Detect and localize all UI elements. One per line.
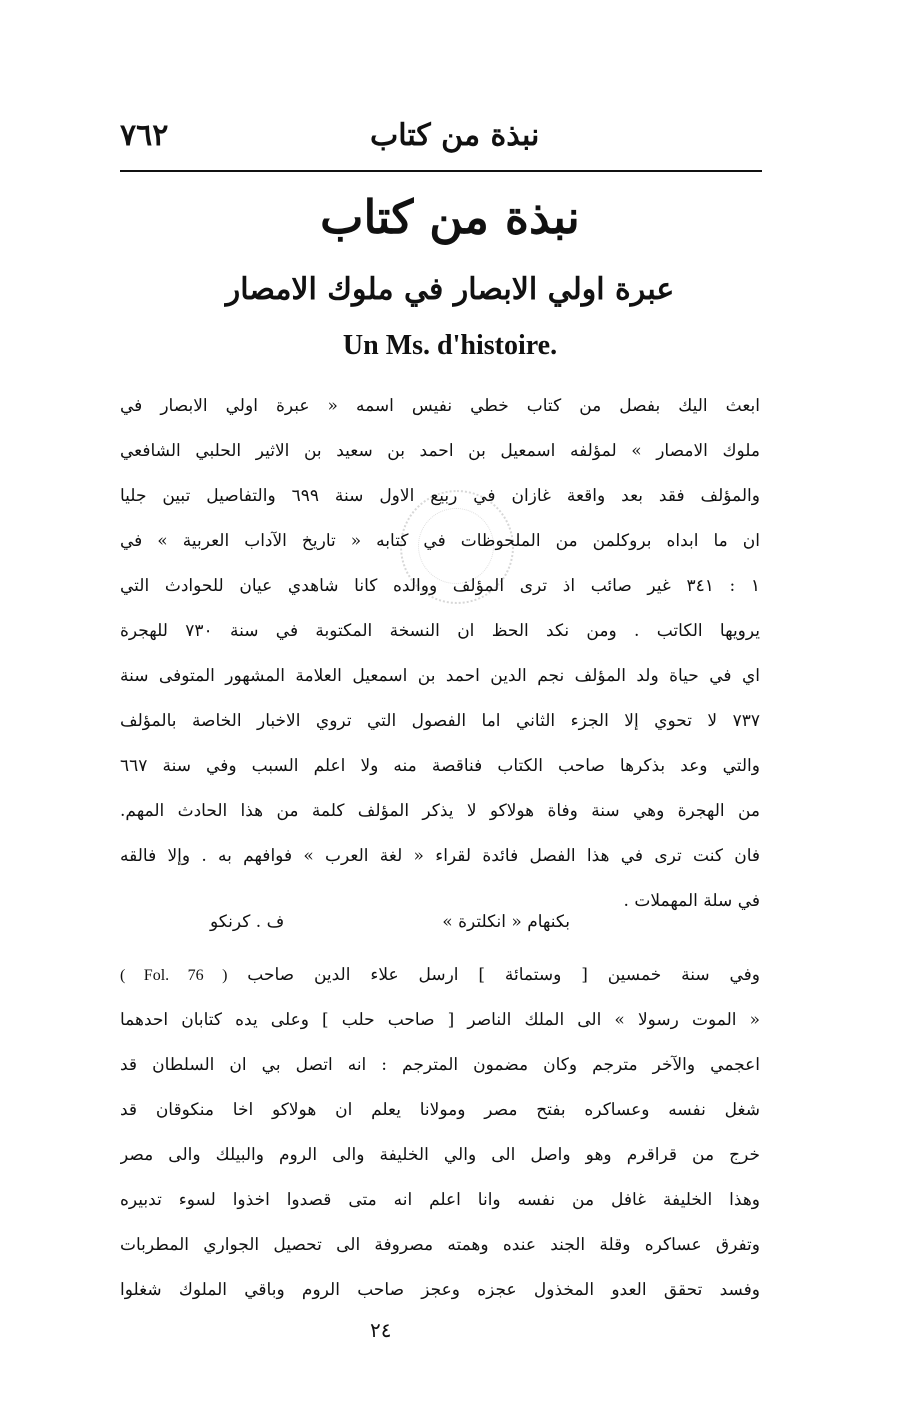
- intro-line: والمؤلف فقد بعد واقعة غازان في ربيع الاول سنة ٦٩٩ والتفاصيل تبين جليا: [120, 486, 760, 506]
- passage-line: « الموت رسولا » الى الملك الناصر [ صاحب حلب ] وعلى يده كتابان احدهما: [120, 1010, 760, 1030]
- passage-line-text: وفي سنة خمسين [ وستمائة ] ارسل علاء الدين صاحب: [247, 965, 760, 985]
- signature-place: بكنهام « انكلترة »: [442, 912, 570, 932]
- running-title: نبذة من كتاب: [370, 118, 540, 153]
- intro-line: اي في حياة ولد المؤلف نجم الدين احمد بن اسمعيل العلامة المشهور المتوفى سنة: [120, 666, 760, 686]
- article-title: نبذة من كتاب: [320, 190, 580, 244]
- running-head: [120, 112, 760, 162]
- passage-line: وفسد تحقق العدو المخذول عجزه وعجز صاحب الروم وباقي الملوك شغلوا: [120, 1280, 760, 1300]
- signature-author: ف . كرنكو: [210, 912, 285, 932]
- signature: [120, 912, 760, 952]
- intro-line: يرويها الكاتب . ومن نكد الحظ ان النسخة المكتوبة في سنة ٧٣٠ للهجرة: [120, 621, 760, 641]
- passage-line: خرج من قراقرم وهو واصل الى والي الخليفة والى الروم والبيلك والى مصر: [120, 1145, 760, 1165]
- passage-line: اعجمي والآخر مترجم وكان مضمون المترجم : انه اتصل بي ان السلطان قد: [120, 1055, 760, 1075]
- quoted-passage: [120, 953, 760, 1313]
- intro-line: فان كنت ترى في هذا الفصل فائدة لقراء « لغة العرب » فوافهم به . وإلا فالقه: [120, 846, 760, 866]
- folio-reference: ( Fol. 76 ): [120, 967, 228, 984]
- passage-line: وهذا الخليفة غافل من نفسه وانا اعلم انه متى قصدوا اخذوا لسوء تدبيره: [120, 1190, 760, 1210]
- passage-line: شغل نفسه وعساكره بفتح مصر ومولانا يعلم ان هولاكو اخا منكوقان قد: [120, 1100, 760, 1120]
- intro-line: ١ : ٣٤١ غير صائب اذ ترى المؤلف ووالده كانا شاهدي عيان للحوادث التي: [120, 576, 760, 596]
- passage-line: وتفرق عساكره وقلة الجند عنده وهمته مصروفة الى تحصيل الجواري المطربات: [120, 1235, 760, 1255]
- page-number: ٧٦٢: [120, 118, 169, 153]
- footer-signature-mark: ٢٤: [370, 1318, 392, 1342]
- intro-line: ابعث اليك بفصل من كتاب خطي نفيس اسمه « عبرة اولي الابصار في: [120, 396, 760, 416]
- intro-line: ان ما ابداه بروكلمن من الملحوظات في كتابه « تاريخ الآداب العربية » في: [120, 531, 760, 551]
- intro-line: في سلة المهملات .: [623, 891, 760, 911]
- intro-line: ٧٣٧ لا تحوي إلا الجزء الثاني اما الفصول التي تروي الاخبار الخاصة بالمؤلف: [120, 711, 760, 731]
- intro-line: من الهجرة وهي سنة وفاة هولاكو لا يذكر المؤلف كلمة من هذا الحادث المهم.: [120, 801, 760, 821]
- intro-paragraph: [120, 384, 760, 924]
- article-subtitle: عبرة اولي الابصار في ملوك الامصار: [225, 272, 675, 307]
- intro-line: والتي وعد بذكرها صاحب الكتاب فناقصة منه ولا اعلم السبب وفي سنة ٦٦٧: [120, 756, 760, 776]
- french-title: Un Ms. d'histoire.: [342, 330, 558, 361]
- passage-first-line: [120, 953, 760, 998]
- intro-line: ملوك الامصار » لمؤلفه اسمعيل بن احمد بن سعيد بن الاثير الحلبي الشافعي: [120, 441, 760, 461]
- header-rule: [120, 170, 762, 172]
